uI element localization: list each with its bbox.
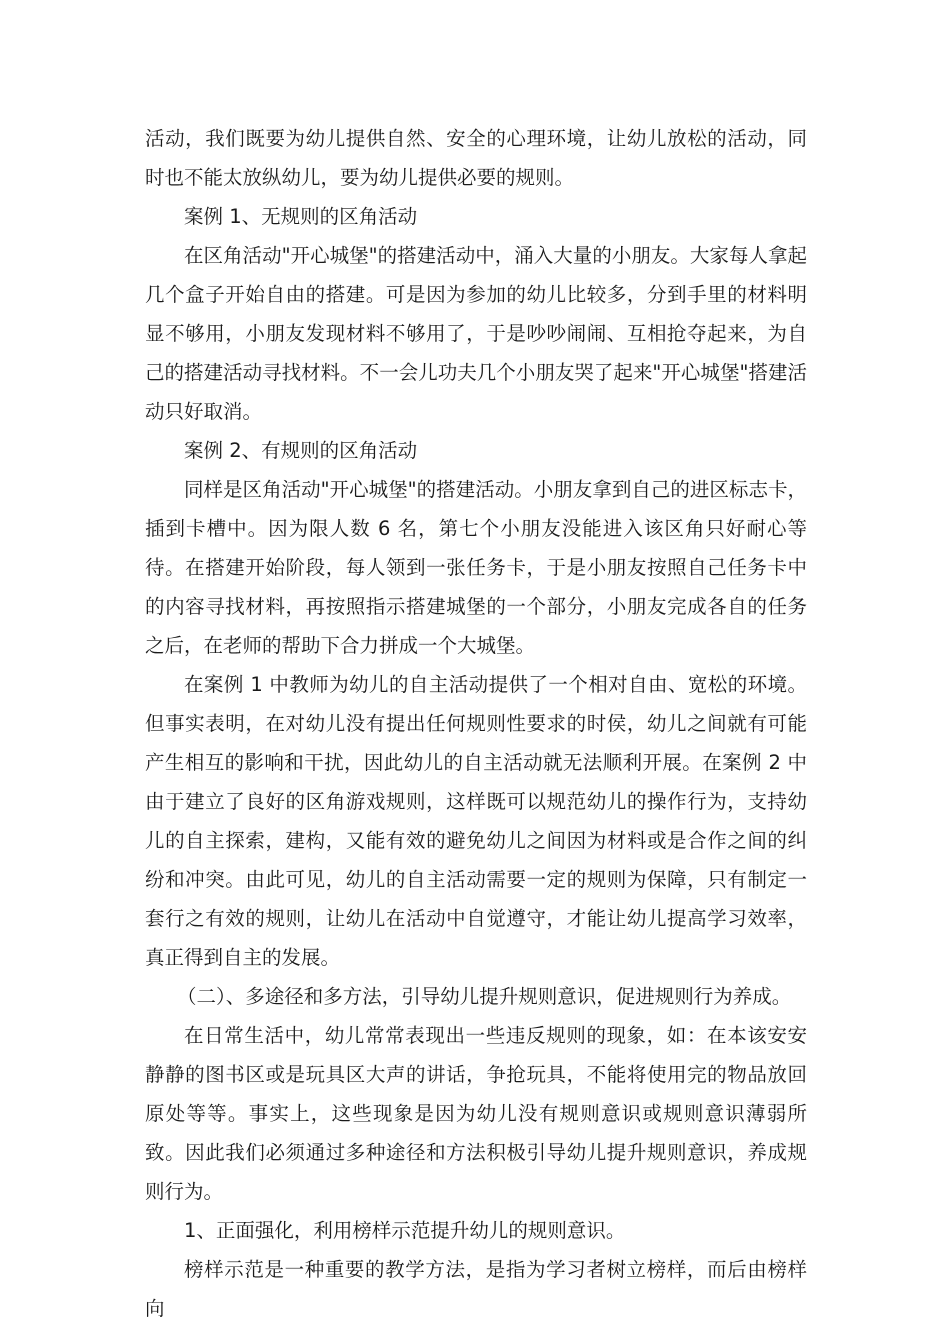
case-1-body: 在区角活动"开心城堡"的搭建活动中，涌入大量的小朋友。大家每人拿起几个盒子开始自由的搭建。可是因为参加的幼儿比较多，分到手里的材料明显不够用，小朋友发现材料不够用了，于是吵吵闹闹、互相抢夺起来，为自己的搭建活动寻找材料。不一会儿功夫几个小朋友哭了起来"开心城堡"搭建活动只好取消。 xyxy=(145,244,807,423)
case-1-title: 案例 1、无规则的区角活动 xyxy=(184,205,418,228)
document-body xyxy=(145,119,807,1328)
section-heading-2: （二）、多途径和多方法，引导幼儿提升规则意识，促进规则行为养成。 xyxy=(177,985,792,1008)
case-2-title: 案例 2、有规则的区角活动 xyxy=(184,439,418,462)
paragraph-continuation: 活动，我们既要为幼儿提供自然、安全的心理环境，让幼儿放松的活动，同时也不能太放纵幼儿，要为幼儿提供必要的规则。 xyxy=(145,127,807,189)
role-model-paragraph: 榜样示范是一种重要的教学方法，是指为学习者树立榜样，而后由榜样向 xyxy=(145,1258,807,1320)
case-2-body: 同样是区角活动"开心城堡"的搭建活动。小朋友拿到自己的进区标志卡，插到卡槽中。因为限人数 6 名，第七个小朋友没能进入该区角只好耐心等待。在搭建开始阶段，每人领到一张任务卡，于是小朋友按照自己任务卡中的内容寻找材料，再按照指示搭建城堡的一个部分，小朋友完成各自的任务之后，在老师的帮助下合力拼成一个大城堡。 xyxy=(145,478,807,657)
subheading-1: 1、正面强化，利用榜样示范提升幼儿的规则意识。 xyxy=(184,1219,626,1242)
daily-life-paragraph: 在日常生活中，幼儿常常表现出一些违反规则的现象，如：在本该安安静静的图书区或是玩具区大声的讲话，争抢玩具，不能将使用完的物品放回原处等等。事实上，这些现象是因为幼儿没有规则意识或规则意识薄弱所致。因此我们必须通过多种途径和方法积极引导幼儿提升规则意识，养成规则行为。 xyxy=(145,1024,807,1203)
case-analysis-paragraph: 在案例 1 中教师为幼儿的自主活动提供了一个相对自由、宽松的环境。但事实表明，在对幼儿没有提出任何规则性要求的时侯，幼儿之间就有可能产生相互的影响和干扰，因此幼儿的自主活动就无法顺利开展。在案例 2 中由于建立了良好的区角游戏规则，这样既可以规范幼儿的操作行为，支持幼儿的自主探索，建构，又能有效的避免幼儿之间因为材料或是合作之间的纠纷和冲突。由此可见，幼儿的自主活动需要一定的规则为保障，只有制定一套行之有效的规则，让幼儿在活动中自觉遵守，才能让幼儿提高学习效率，真正得到自主的发展。 xyxy=(145,673,807,969)
